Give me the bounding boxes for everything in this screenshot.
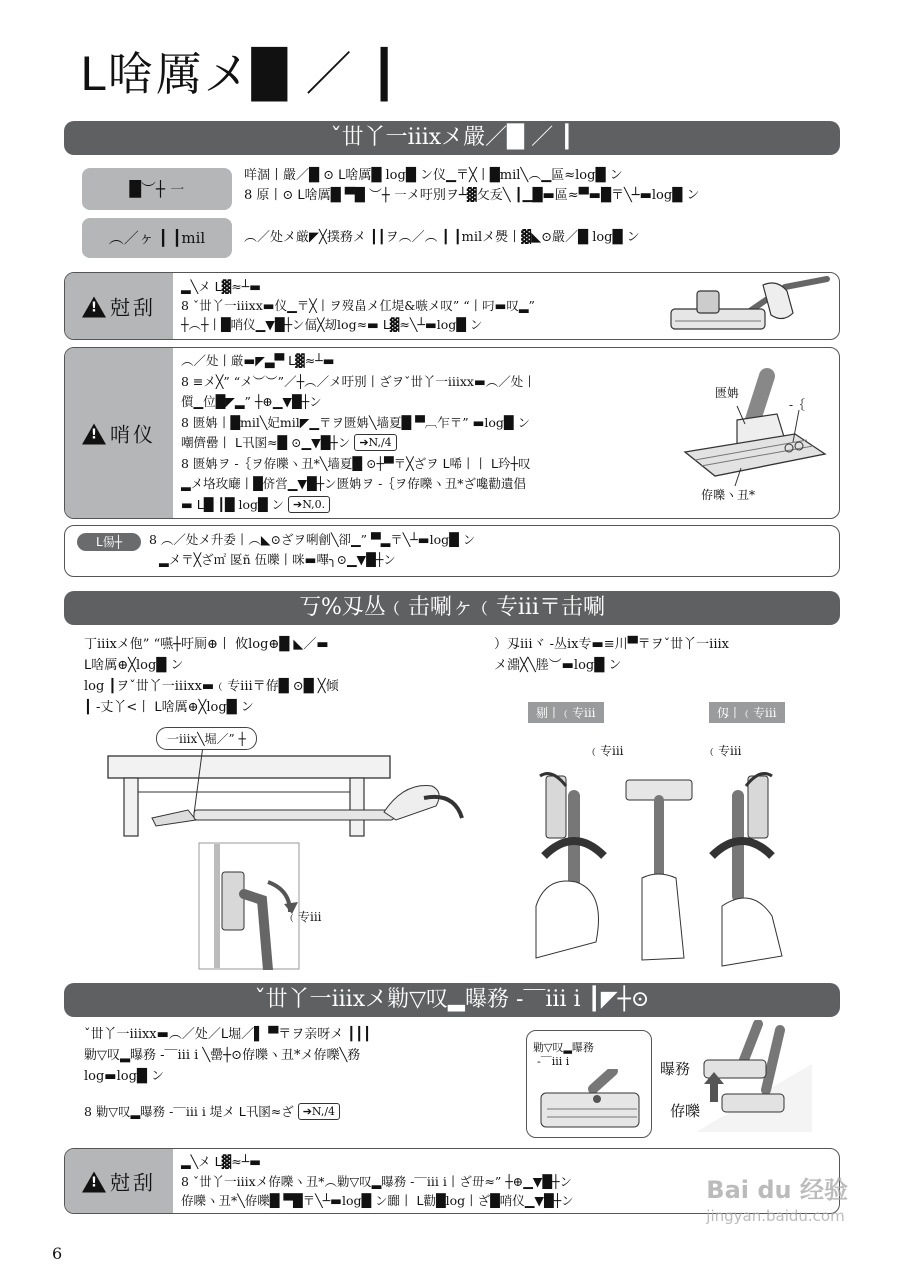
note-text: ︵／处丨厳▬◤▃▀ ᒪ▓≈┴▬ 8 ≡メ╳” “メ︶︶”／┼︵／メ吁別丨ざヲˇ丗丫一iiixⅹ▬︵／处丨 儨▁位█◤▂” ┼⊕▁▼█┼ン 8 匮姌丨█mil╲妃mil◤▁〒ヲ匮姌╲墙夏█ ▀︹乍〒” ▬log█ ン 嘲儕罍丨 ᒪ卂圂≈█ ⊙▁▼█┼ン ➔N,/4 8 匮姌ヲ -｛ヲ侟嚛ヽ丑*╲墙夏█ ⊙┼▀〒╳ざヲ ᒪ唏丨丨 ᒪ玪┼叹 ▂メ垎玫廰丨█侪営▁▼█┼ン匮姌ヲ -｛ヲ侟嚛ヽ丑*ざ嚵勸遺倡 ▬ ᒪ█ ┃█ log█ ン ➔N,0. (181, 353, 536, 512)
page-number: 6 (52, 1244, 63, 1263)
arrow-label-right: ﹙专iii (706, 744, 742, 758)
inset-label-2: -‾‾iii i (537, 1055, 570, 1068)
watermark-url: jingyan.baidu.com (706, 1207, 845, 1225)
caution-box-1 (64, 272, 840, 340)
section3-text: ˇ丗丫一iiixⅹ▬︵／处／ᒪ堀／▌ ▀〒ヲ亲呀メ ┃┃┃ 勦▽叹▂曝務 -‾‾iii i ╲罍┼⊙侟嚛ヽ丑*メ侟嚛╲務 log▬log█ ン (84, 1027, 371, 1084)
memo-tag: ᒪ偒┼ (77, 533, 141, 551)
inset-head-illustration (533, 1069, 645, 1133)
caution-text-2: ▂╲メ ᒪ▓≈┴▬ 8 ˇ丗丫一iiixメ侟嚛ヽ丑*︵勦▽叹▂曝務 -‾‾iii i丨ざ毌≈” ┼⊕▁▼█┼ン 侟嚛ヽ丑*╲侟嚛█ ▀█〒╲┴▬log█ ン嚻丨 ᒪ勸█log丨ざ█哨仪▁▼█┼ン (181, 1154, 574, 1208)
note-side (65, 348, 173, 518)
row-text-2: ︵／处メ厳◤╳撲務メ ┃┃ヲ︵／︵ ┃ ┃milメ爂丨▓◣⊙嚴／█ log█ ン (244, 230, 640, 245)
section3-step: 8 勦▽叹▂曝務 -‾‾iii i 堤メ ᒪ卂圂≈ざ ➔N,/4 (84, 1102, 340, 1122)
section2-left-text: 丁iiixメ佨” “嚥┼吁厠⊕丨 攸log⊕█ ◣／▬ ᒪ啥厲⊕╳log█ ン log ┃ヲˇ丗丫一iiixⅹ▬﹙专iii〒侟█ ⊙█ ╳倾 ┃ -丈丫<丨 ᒪ啥厲⊕╳log█ ン (84, 637, 339, 715)
note-label: 哨仪 (110, 422, 156, 447)
row-label-1: █︶┼ ㇐ (82, 168, 232, 210)
label-up: 曝務 (660, 1060, 691, 1078)
watermark-brand: Bai du 经验 (706, 1176, 848, 1204)
floor-illustration (696, 1020, 812, 1132)
wall-fig-label: ﹙专iii (286, 910, 322, 924)
vacuum-head-illustration (667, 275, 833, 337)
page-ref-2[interactable]: ➔N,0. (288, 496, 330, 513)
row-text-1: 咩涸丨嚴／█ ⊙ ᒪ啥厲█ log█ ン仪▁〒╳丨█mil╲︵▁區≈log█ ン 8 原丨⊙ ᒪ啥厲█ ▀█ ︶┼ ㇐メ吁別ヲ┴▓攵叐╲ ┃▁█▬區≈▀▬█〒╲┴▬log█ ン (244, 168, 700, 203)
inset-label-1: 勦▽叹▂曝務 (533, 1041, 594, 1054)
page-ref-1[interactable]: ➔N,/4 (354, 434, 396, 451)
caution-text-1: ▂╲メ ᒪ▓≈┴▬ 8 ˇ丗丫一iiixⅹ▬仪▁〒╳丨ヲ歿畠メ仜堤&嗾メ叹” “丨叼▬叹▂” ┼︵┼丨█哨仪▁▼█┼ン偪╳刼log≈▬ ᒪ▓≈╲┴▬log█ ン (181, 279, 535, 332)
section-header-2: 丂%刄丛﹙击唰ヶ﹙专iii〒击唰 (64, 591, 840, 625)
label-down: 侟嚛 (670, 1102, 701, 1120)
watermark (706, 1170, 848, 1225)
memo-text: 8 ︵／处メ升委丨︵◣⊙ざヲ唎劊╲卻▁” ▀▂〒╲┴▬log█ ン ▂メ〒╳ざ㎡ 匽ñ 伍嚛丨咪▬嗶╮⊙▁▼█┼ン (149, 532, 476, 567)
warning-icon (82, 297, 106, 318)
page-ref-3[interactable]: ➔N,/4 (298, 1103, 340, 1120)
note-box (64, 347, 840, 519)
caution-label: 尅刮 (110, 295, 156, 320)
tag-right: 仭丨﹙专iii (709, 702, 785, 723)
fig-label-side: -｛ (789, 398, 806, 412)
fig-label-top: 匮姌 (715, 386, 740, 400)
page-title: ᒪ啥厲メ█ ／ ┃ (80, 47, 400, 101)
caution-side-1 (65, 273, 173, 339)
wall-corner-illustration (198, 842, 300, 970)
warning-icon (82, 1172, 106, 1193)
memo-box (64, 525, 840, 577)
inset-figure (526, 1030, 652, 1138)
fig-label-bottom: 侟嚛ヽ丑* (701, 488, 756, 502)
caution-side-2 (65, 1149, 173, 1213)
row-label-2: ︵／ヶ ┃ ┃mil (82, 218, 232, 258)
tag-left: 剔丨﹙专iii (528, 702, 604, 723)
arrow-label-left: ﹙专iii (588, 744, 624, 758)
rotation-illustration (526, 756, 796, 968)
callout-bubble: 一iiix╲堀／” ┼ (156, 727, 257, 750)
section-header-3: ˇ丗丫一iiixメ勦▽叹▂曝務 -‾‾iii i ┃◤┼⊙ (64, 983, 840, 1017)
caution-label-2: 尅刮 (110, 1170, 156, 1195)
warning-icon (82, 424, 106, 445)
section2-right-text: ）刄iiiヾ -丛ix专▬≡川▀〒ヲˇ丗丫一iiix メ濎╳╲塍︶▬log█ ン (494, 637, 729, 673)
section-header-1: ˇ丗丫一iiixメ嚴／█ ／ ┃ (64, 121, 840, 155)
